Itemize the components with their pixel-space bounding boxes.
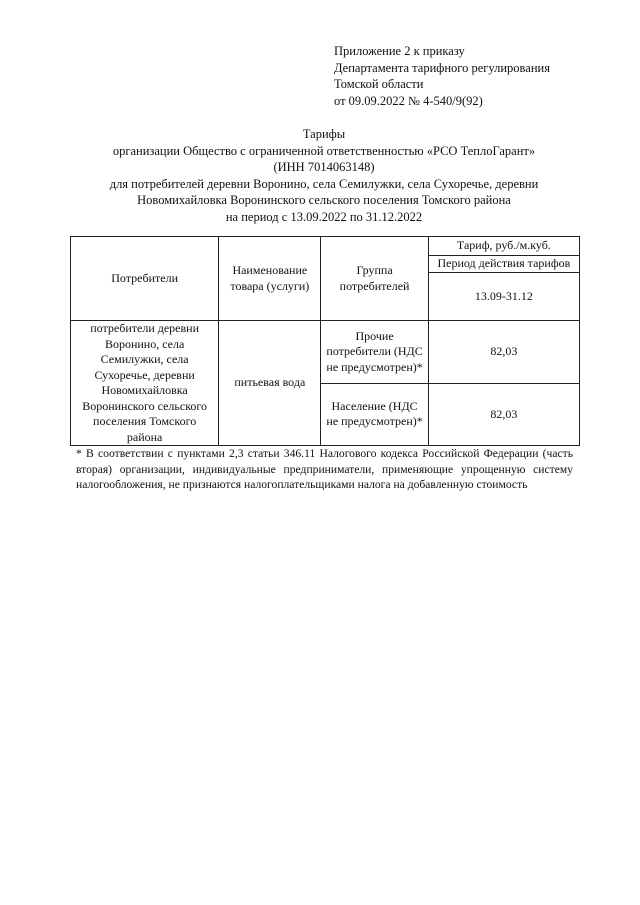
table-row (71, 321, 580, 384)
consumers-cell: потребители деревни Воронино, села Семилужки, села Сухоречье, деревни Новомихайловка Воронинского сельского поселения Томского района (71, 321, 219, 446)
title-line-2: (ИНН 7014063148) (273, 160, 375, 175)
appendix-line-4: от 09.09.2022 № 4-540/9(92) (334, 93, 483, 108)
appendix-line-1: Приложение 2 к приказу (334, 44, 465, 58)
header-consumers: Потребители (71, 237, 219, 321)
goods-cell: питьевая вода (219, 321, 321, 446)
header-tariff: Тариф, руб./м.куб. (428, 237, 579, 256)
appendix-line-2: Департамента тарифного регулирования (334, 60, 550, 75)
title-line-4: Новомихайловка Воронинского сельского поселения Томского района (137, 193, 511, 208)
table-header-row (71, 237, 580, 256)
tariff-value-cell: 82,03 (428, 321, 579, 384)
header-period: Период действия тарифов (428, 256, 579, 273)
title-line-3: для потребителей деревни Воронино, села Семилужки, села Сухоречье, деревни (109, 176, 539, 191)
appendix-header (334, 43, 550, 109)
header-period-value: 13.09-31.12 (428, 273, 579, 321)
group-cell: Население (НДС не предусмотрен)* (321, 383, 428, 446)
title-heading: Тарифы (302, 127, 346, 141)
footnote: * В соответствии с пунктами 2,3 статьи 346.11 Налогового кодекса Российской Федерации (часть вторая) организации, индивидуальные предприниматели, применяющие упрощенную систему налогообложения, не признаются налогоплательщиками налога на добавленную стоимость (76, 447, 573, 491)
appendix-line-3: Томской области (334, 77, 424, 91)
tariff-value-cell: 82,03 (428, 383, 579, 446)
group-cell: Прочие потребители (НДС не предусмотрен)* (321, 321, 428, 384)
document-title (60, 126, 588, 226)
header-goods: Наименование товара (услуги) (219, 237, 321, 321)
header-group: Группа потребителей (321, 237, 428, 321)
tariff-table (70, 236, 580, 446)
title-line-5: на период с 13.09.2022 по 31.12.2022 (225, 209, 423, 224)
title-line-1: организации Общество с ограниченной ответственностью «РСО ТеплоГарант» (112, 143, 536, 158)
